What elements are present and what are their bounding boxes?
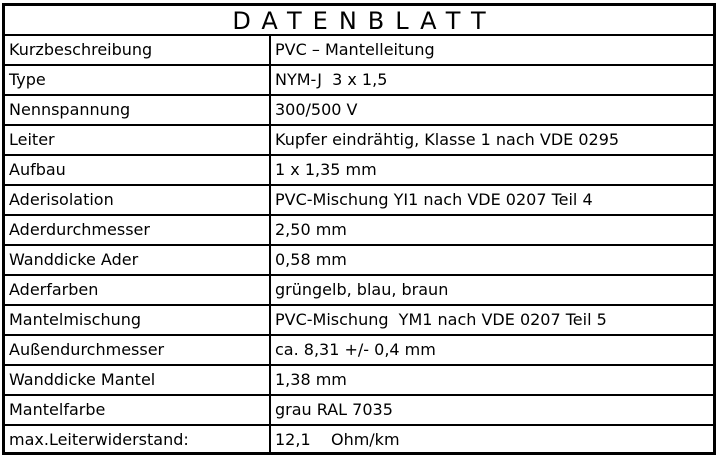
table-row: [5, 335, 713, 365]
row-label-aderisolation: Aderisolation: [5, 185, 270, 215]
table-row: [5, 305, 713, 335]
table-row: [5, 275, 713, 305]
row-value-max-leiterwiderstand: 12,1 Ohm/km: [275, 430, 400, 449]
row-value-aderdurchmesser: 2,50 mm: [270, 215, 713, 245]
table-row: [5, 245, 713, 275]
row-label-mantelfarbe: Mantelfarbe: [5, 395, 270, 425]
row-value-aussendurchmesser: ca. 8,31 +/- 0,4 mm: [270, 335, 713, 365]
row-label-type: Type: [5, 65, 270, 95]
table-row: [5, 155, 713, 185]
table-row: [5, 185, 713, 215]
row-label-mantelmischung: Mantelmischung: [5, 305, 270, 335]
table-row: [5, 125, 713, 155]
row-value-mantelfarbe: grau RAL 7035: [270, 395, 713, 425]
datasheet: [2, 3, 716, 455]
table-row: [5, 425, 713, 454]
table-row: [5, 95, 713, 125]
spec-table: [5, 36, 713, 454]
row-label-kurzbeschreibung: Kurzbeschreibung: [5, 36, 270, 65]
row-value-aderisolation: PVC-Mischung YI1 nach VDE 0207 Teil 4: [270, 185, 713, 215]
table-row: [5, 215, 713, 245]
row-value-wanddicke-ader: 0,58 mm: [270, 245, 713, 275]
table-row: [5, 65, 713, 95]
row-value-leiter: Kupfer eindrähtig, Klasse 1 nach VDE 0295: [270, 125, 713, 155]
row-value-wanddicke-mantel: 1,38 mm: [270, 365, 713, 395]
row-label-aussendurchmesser: Außendurchmesser: [5, 335, 270, 365]
row-label-leiter: Leiter: [5, 125, 270, 155]
table-row: [5, 395, 713, 425]
row-value-aufbau: 1 x 1,35 mm: [270, 155, 713, 185]
row-label-wanddicke-mantel: Wanddicke Mantel: [5, 365, 270, 395]
row-value-type: NYM-J 3 x 1,5: [270, 65, 713, 95]
row-label-max-leiterwiderstand: max.Leiterwiderstand:: [5, 425, 270, 454]
row-label-nennspannung: Nennspannung: [5, 95, 270, 125]
row-value-kurzbeschreibung: PVC – Mantelleitung: [270, 36, 713, 65]
row-label-wanddicke-ader: Wanddicke Ader: [5, 245, 270, 275]
row-value-nennspannung: 300/500 V: [270, 95, 713, 125]
table-row: [5, 36, 713, 65]
table-row: [5, 365, 713, 395]
row-label-aderfarben: Aderfarben: [5, 275, 270, 305]
row-value-aderfarben: grüngelb, blau, braun: [270, 275, 713, 305]
datasheet-title: DATENBLATT: [5, 6, 713, 36]
row-value-mantelmischung: PVC-Mischung YM1 nach VDE 0207 Teil 5: [270, 305, 713, 335]
row-label-aderdurchmesser: Aderdurchmesser: [5, 215, 270, 245]
row-label-aufbau: Aufbau: [5, 155, 270, 185]
